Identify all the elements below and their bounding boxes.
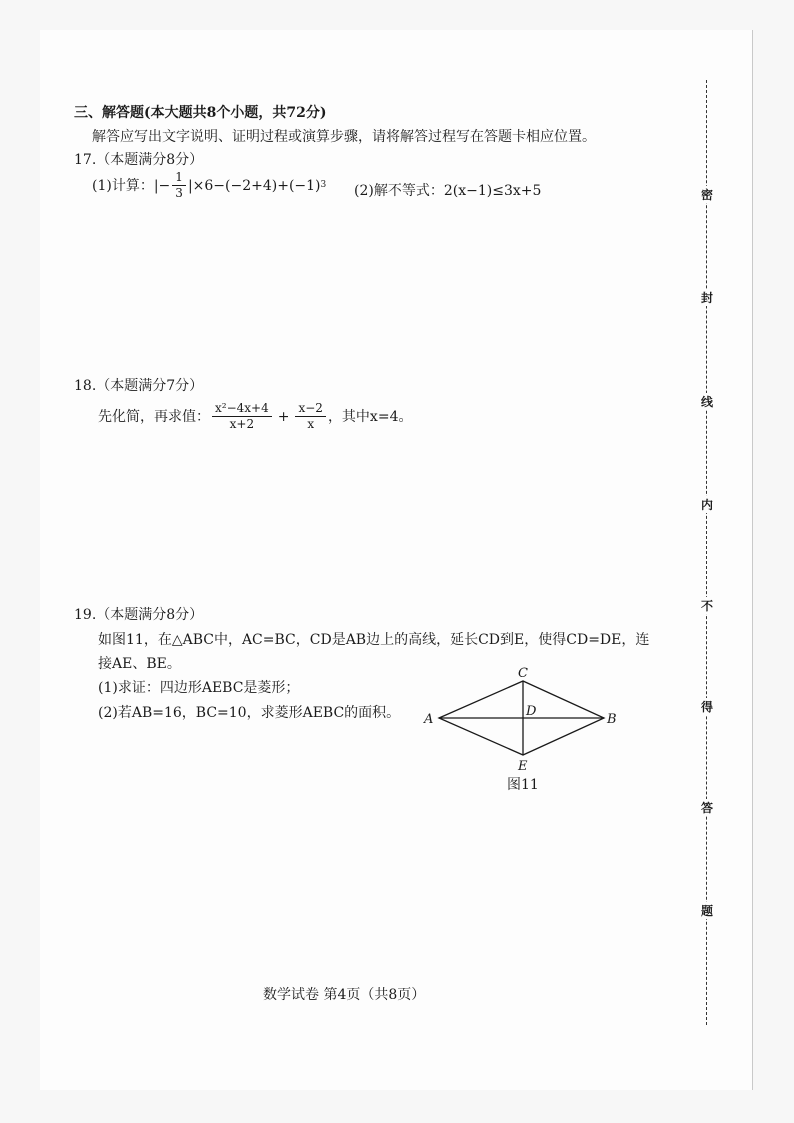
figure-caption: 图11 bbox=[507, 777, 539, 793]
q17-part1-rest: |×6−(−2+4)+(−1) bbox=[187, 177, 321, 194]
q17-part2 bbox=[354, 182, 541, 200]
page-edge bbox=[752, 30, 753, 1090]
q18-frac1-numerator: x²−4x+4 bbox=[212, 401, 272, 417]
figure-11-rhombus bbox=[420, 664, 620, 794]
q17-fraction-denominator: 3 bbox=[175, 186, 183, 200]
q18-frac2-numerator: x−2 bbox=[295, 401, 325, 417]
q17-part1-label: (1)计算： bbox=[92, 177, 154, 194]
q17-part2-expr: 2(x−1)≤3x+5 bbox=[443, 183, 542, 199]
q18-plus: + bbox=[277, 408, 290, 425]
section-title: 三、解答题(本大题共8个小题，共72分) bbox=[74, 105, 327, 121]
seal-line bbox=[706, 80, 707, 1025]
q19-line2: 接AE、BE。 bbox=[98, 656, 181, 672]
q19-header: 19.（本题满分8分） bbox=[74, 607, 204, 623]
q19-part2: (2)若AB=16，BC=10，求菱形AEBC的面积。 bbox=[98, 705, 401, 721]
seal-char: 不 bbox=[700, 599, 713, 613]
q17-header: 17.（本题满分8分） bbox=[74, 152, 204, 168]
q18-header: 18.（本题满分7分） bbox=[74, 378, 204, 394]
q19-part1: (1)求证：四边形AEBC是菱形； bbox=[98, 680, 300, 696]
seal-char: 密 bbox=[700, 188, 713, 202]
q18-body bbox=[98, 401, 412, 432]
page-footer: 数学试卷 第4页（共8页） bbox=[263, 987, 426, 1003]
q18-prefix: 先化简，再求值： bbox=[98, 408, 210, 425]
q17-part1-abs-open: |− bbox=[153, 177, 171, 194]
label-a: A bbox=[424, 712, 434, 727]
seal-char: 线 bbox=[700, 395, 713, 409]
q19-line1: 如图11，在△ABC中，AC=BC，CD是AB边上的高线，延长CD到E，使得CD=DE，连 bbox=[98, 632, 650, 648]
seal-char: 内 bbox=[700, 498, 713, 512]
label-c: C bbox=[518, 666, 528, 681]
q17-part1 bbox=[92, 170, 326, 201]
seal-char: 题 bbox=[700, 904, 713, 918]
q17-part1-fraction bbox=[172, 170, 186, 201]
q17-part2-label: (2)解不等式： bbox=[354, 183, 444, 199]
q18-frac1-denominator: x+2 bbox=[229, 417, 255, 431]
label-d: D bbox=[526, 704, 537, 719]
q17-part1-power: 3 bbox=[320, 180, 327, 190]
label-b: B bbox=[607, 712, 617, 727]
q18-suffix: ，其中x=4。 bbox=[327, 408, 413, 425]
seal-char: 得 bbox=[700, 700, 713, 714]
q18-fraction-2 bbox=[295, 401, 325, 432]
q17-fraction-numerator: 1 bbox=[172, 170, 186, 186]
seal-char: 答 bbox=[700, 801, 713, 815]
section-instruction: 解答应写出文字说明、证明过程或演算步骤，请将解答过程写在答题卡相应位置。 bbox=[92, 129, 596, 145]
label-e: E bbox=[518, 759, 528, 774]
q18-frac2-denominator: x bbox=[307, 417, 315, 431]
q18-fraction-1 bbox=[212, 401, 272, 432]
seal-char: 封 bbox=[700, 291, 713, 305]
